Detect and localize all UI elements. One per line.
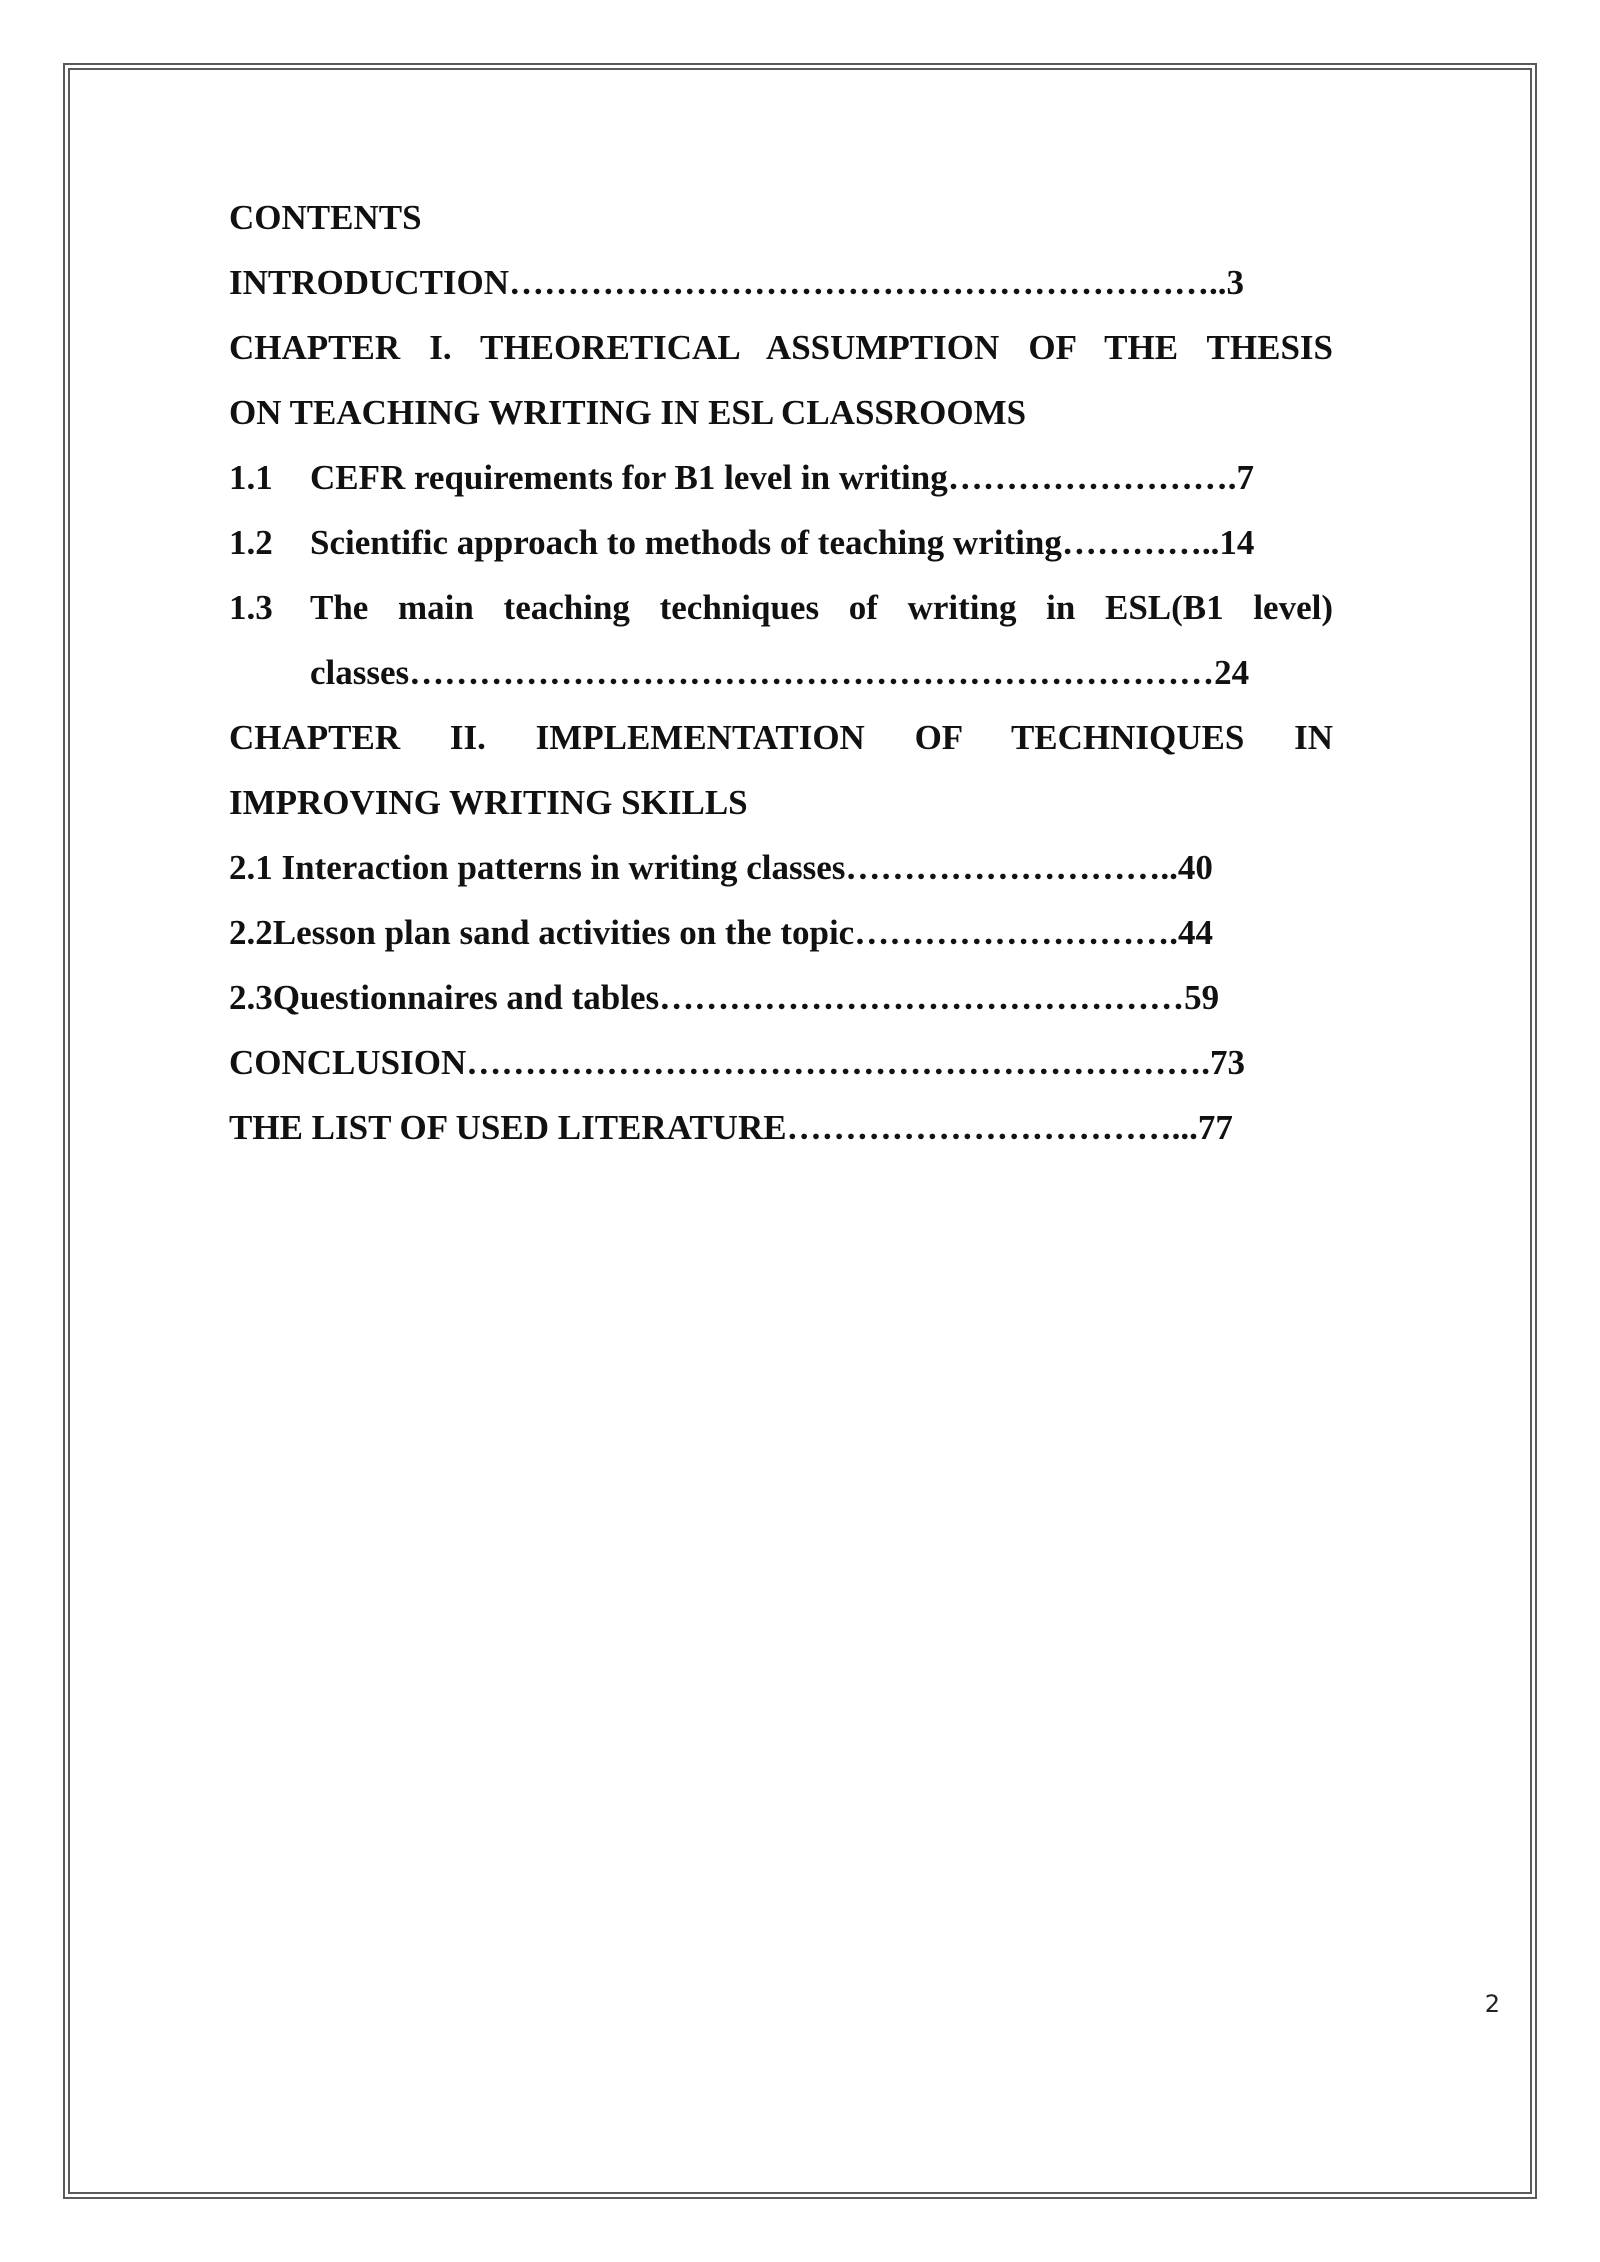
toc-section-text: CEFR requirements for B1 level in writing…………………….7 [310,458,1254,497]
toc-section-text-line-1: The main teaching techniques of writing in ESL(B1 level) [310,588,1333,627]
toc-entry-conclusion: CONCLUSION……………………………………………………….73 [229,1043,1246,1082]
toc-section-body [310,575,1333,705]
toc-heading: CONTENTS [229,198,422,237]
toc-entry-section-1-1 [229,445,1333,510]
toc-section-number: 1.1 [229,458,273,497]
toc-section-text-line-2: classes……………………………………………………………24 [310,653,1250,692]
toc-entry-section-2-1: 2.1 Interaction patterns in writing classes………………………..40 [229,848,1213,887]
toc-entry-chapter-2-line-2: IMPROVING WRITING SKILLS [229,783,748,822]
toc-section-number: 1.2 [229,523,273,562]
toc-section-text: Scientific approach to methods of teaching writing…………..14 [310,523,1255,562]
table-of-contents [229,185,1333,1160]
toc-entry-chapter-2-line-1: CHAPTER II. IMPLEMENTATION OF TECHNIQUES IN [229,718,1333,757]
toc-entry-introduction: INTRODUCTION……………………………………………………..3 [229,263,1245,302]
toc-entry-section-1-2 [229,510,1333,575]
toc-section-number: 1.3 [229,588,273,627]
toc-entry-literature: THE LIST OF USED LITERATURE……………………………...77 [229,1108,1233,1147]
toc-entry-section-2-2: 2.2Lesson plan sand activities on the topic……………………….44 [229,913,1213,952]
page-number: 2 [1484,1990,1500,2018]
toc-entry-chapter-1-line-1: CHAPTER I. THEORETICAL ASSUMPTION OF THE THESIS [229,328,1333,367]
toc-entry-section-2-3: 2.3Questionnaires and tables………………………………………59 [229,978,1220,1017]
toc-entry-section-1-3 [229,575,1333,705]
toc-entry-chapter-1-line-2: ON TEACHING WRITING IN ESL CLASSROOMS [229,393,1027,432]
